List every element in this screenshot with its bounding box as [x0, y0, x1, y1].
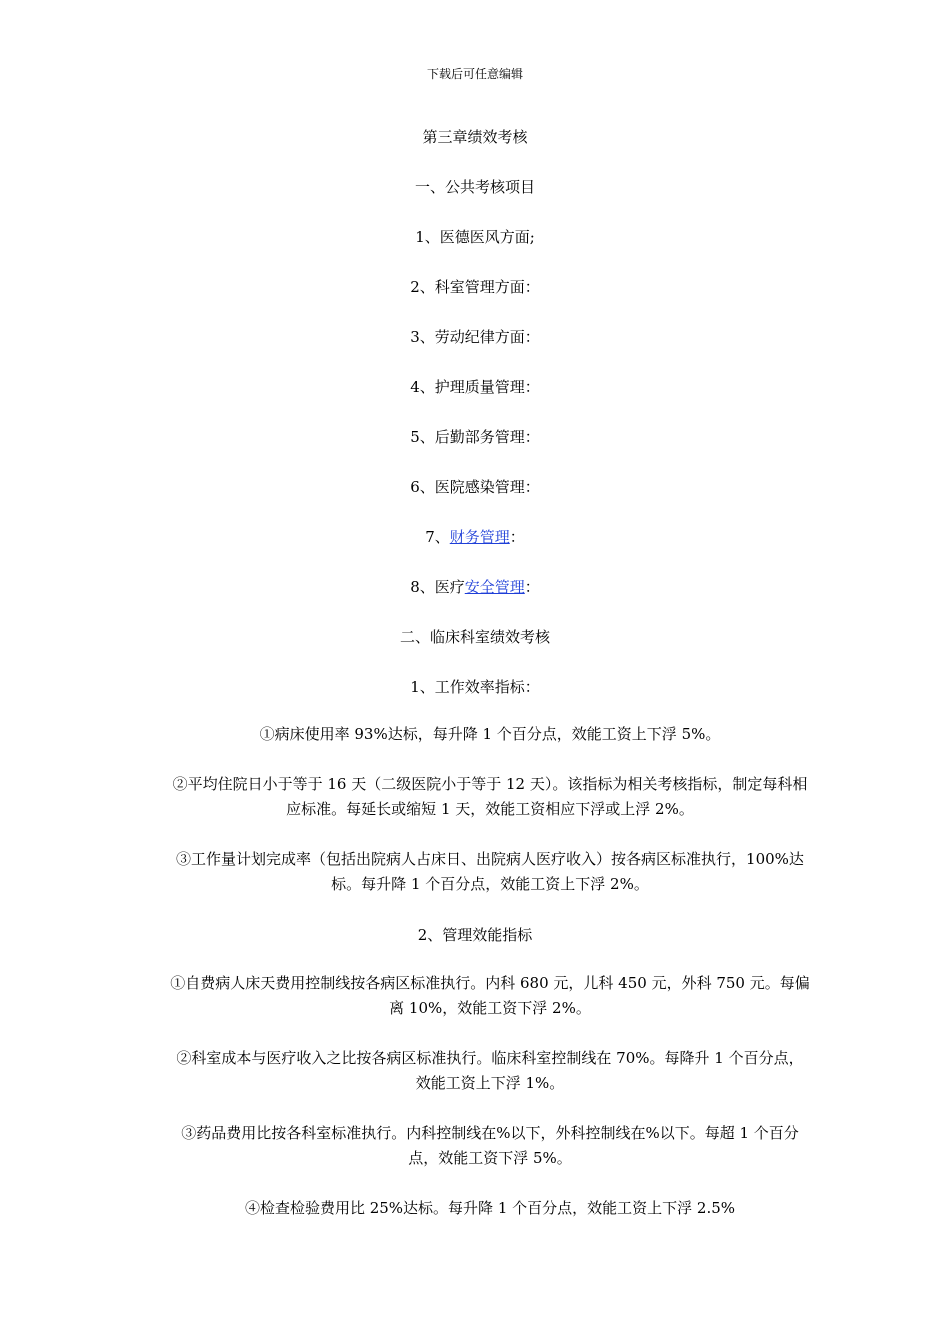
list-item: 1、医德医风方面; [415, 228, 535, 246]
page-header: 下载后可任意编辑 [426, 67, 523, 81]
paragraph: ④检查检验费用比 25%达标。每升降 1 个百分点，效能工资上下浮 2.5% [244, 1199, 736, 1217]
safety-management-link[interactable]: 安全管理 [464, 578, 525, 596]
subsection-heading: 2、管理效能指标 [417, 926, 533, 944]
list-item: 5、后勤部务管理： [410, 428, 540, 446]
item-prefix: 8、医疗 [410, 578, 465, 596]
list-item: 2、科室管理方面： [410, 278, 540, 296]
item-suffix: ： [509, 528, 525, 546]
list-item: 4、护理质量管理： [410, 378, 540, 396]
paragraph: ②科室成本与医疗收入之比按各病区标准执行。临床科室控制线在 70%。每降升 1 个百分点，效能工资上下浮 1%。 [176, 1049, 804, 1092]
section-heading: 一、公共考核项目 [414, 178, 535, 196]
chapter-title: 第三章绩效考核 [422, 128, 528, 146]
list-item [0, 577, 950, 597]
section-heading: 二、临床科室绩效考核 [399, 628, 550, 646]
list-item: 3、劳动纪律方面： [410, 328, 540, 346]
paragraph: ③药品费用比按各科室标准执行。内科控制线在%以下，外科控制线在%以下。每超 1 个百分点，效能工资下浮 5%。 [181, 1124, 799, 1167]
list-item: 6、医院感染管理： [410, 478, 540, 496]
list-item [0, 527, 950, 547]
paragraph: ①病床使用率 93%达标，每升降 1 个百分点，效能工资上下浮 5%。 [259, 725, 721, 743]
paragraph: ②平均住院日小于等于 16 天（二级医院小于等于 12 天）。该指标为相关考核指标，制定每科相应标准。每延长或缩短 1 天，效能工资相应下浮或上浮 2%。 [172, 775, 808, 818]
item-suffix: ： [524, 578, 540, 596]
finance-management-link[interactable]: 财务管理 [449, 528, 510, 546]
item-prefix: 7、 [425, 528, 450, 546]
paragraph: ③工作量计划完成率（包括出院病人占床日、出院病人医疗收入）按各病区标准执行，100%达标。每升降 1 个百分点，效能工资上下浮 2%。 [176, 850, 804, 893]
paragraph: ①自费病人床天费用控制线按各病区标准执行。内科 680 元，儿科 450 元，外科 750 元。每偏离 10%，效能工资下浮 2%。 [170, 974, 810, 1017]
subsection-heading: 1、工作效率指标： [410, 678, 540, 696]
